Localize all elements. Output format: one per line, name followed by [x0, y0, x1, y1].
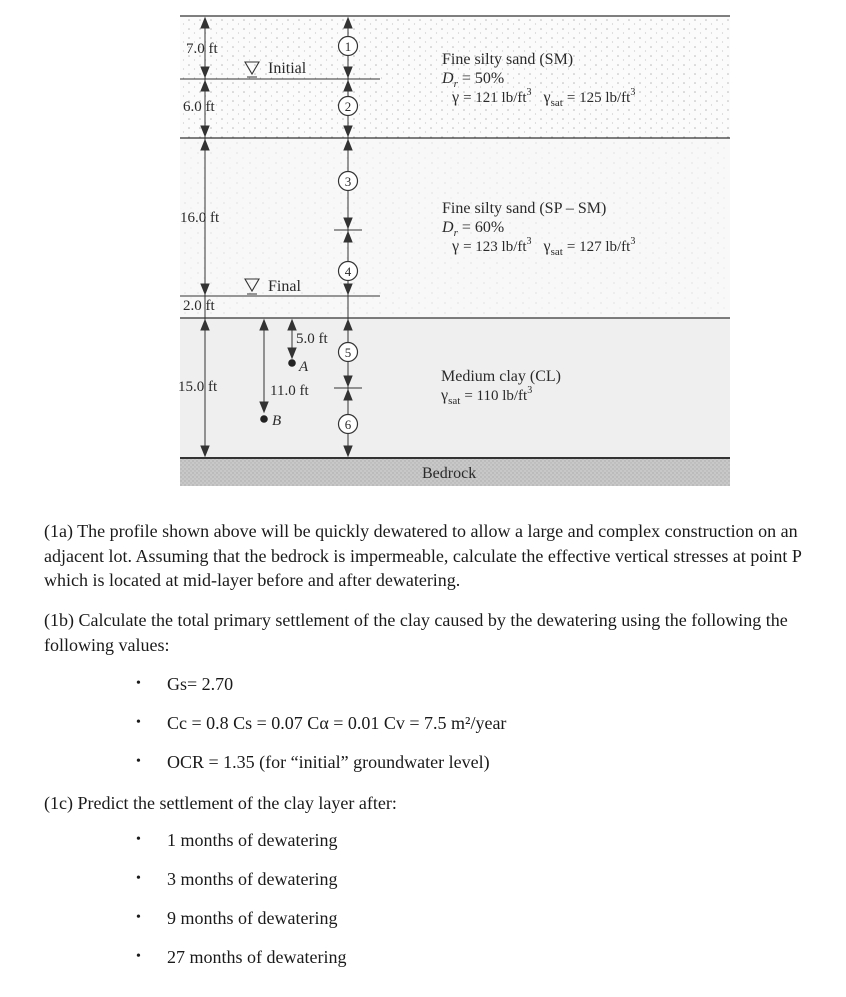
marker-1 [339, 37, 358, 56]
dim-2ft: 2.0 ft [183, 298, 215, 314]
svg-text:3: 3 [344, 174, 352, 189]
point-b-label: B [272, 413, 282, 429]
marker-4 [339, 262, 358, 281]
svg-text:γsat= 110 lb/ft3: $\gamma_{sat} = 110$ $lb/ft^3$ [441, 385, 533, 407]
svg-text:2: 2 [344, 99, 352, 114]
bedrock-label: Bedrock [422, 465, 477, 482]
point-a-dot [288, 359, 296, 367]
svg-text:γ= 123 lb/ft3γsat= 127 lb/ft3: γ = 123 $lb/ft^3$ $\gamma_{sat} = 127$ $lb/ft^3$ [452, 236, 636, 258]
marker-6 [339, 415, 358, 434]
question-1c: (1c) Predict the settlement of the clay layer after: [44, 793, 397, 813]
layer-spsm-gamma: = 123 lb/ft [463, 239, 527, 255]
point-b-depth: 11.0 ft [270, 383, 309, 399]
layer-sm-gamma: = 121 lb/ft [463, 90, 527, 106]
point-b-dot [260, 415, 268, 423]
svg-text:5: 5 [344, 345, 352, 360]
marker-5 [339, 343, 358, 362]
layer-clay-fill [180, 318, 730, 458]
dr-symbol: D [442, 70, 454, 87]
svg-text:Dr= 60%: $D_r = 60\%$ [442, 219, 505, 239]
dim-7ft: 7.0 ft [186, 41, 218, 57]
layer-sm-name: Fine silty sand (SM) [442, 51, 574, 68]
marker-3 [339, 172, 358, 191]
svg-text:6: 6 [344, 417, 352, 432]
layer-sm-gamma-sat: = 125 lb/ft [566, 90, 631, 106]
layer-clay-name: Medium clay (CL) [441, 368, 561, 385]
marker-2 [339, 97, 358, 116]
question-1a: (1a) The profile shown above will be quickly dewatered to allow a large and complex construction on an adjacent lot. Assuming that the bedrock is impermeable, calculate the effective vertical stresses at point P which is located at mid-layer before and after dewatering. [44, 521, 802, 590]
svg-text:γ= 121 lb/ft3γsat= 125 lb/ft3: γ = 121 $lb/ft^3$ $\gamma_{sat} = 125$ $lb/ft^3$ [452, 87, 636, 109]
water-initial-label: Initial [268, 60, 307, 77]
layer-spsm-dr: = 60% [461, 219, 505, 236]
question-1b: (1b) Calculate the total primary settlement of the clay caused by the dewatering using the following the following values: [44, 610, 788, 655]
layer-spsm-name: Fine silty sand (SP – SM) [442, 200, 607, 217]
dim-16ft: 16.0 ft [180, 210, 220, 226]
svg-text:4: 4 [344, 264, 352, 279]
gamma-symbol: γ [452, 89, 460, 106]
dim-6ft: 6.0 ft [183, 99, 215, 115]
layer-sm-dr: = 50% [461, 70, 505, 87]
layer-clay-gamma-sat: = 110 lb/ft [464, 388, 528, 404]
point-a-label: A [299, 359, 309, 375]
point-a-depth: 5.0 ft [296, 331, 328, 347]
water-final-label: Final [268, 278, 301, 295]
svg-text:1: 1 [344, 39, 352, 54]
svg-text:Dr= 50%: $D_r = 50\%$ [442, 70, 505, 90]
layer-spsm-gamma-sat: = 127 lb/ft [566, 239, 631, 255]
dim-15ft: 15.0 ft [178, 379, 218, 395]
